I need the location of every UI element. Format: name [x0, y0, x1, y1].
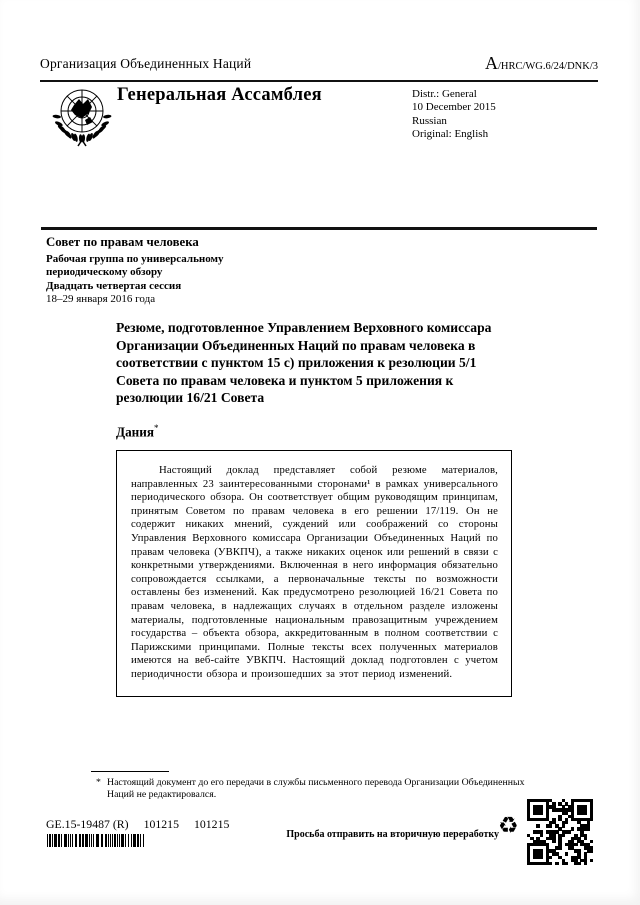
distr-line: 10 December 2015 [412, 101, 496, 114]
document-header [40, 54, 598, 72]
footnote-rule [91, 771, 169, 772]
working-group-heading: Рабочая группа по универсальному периодическому обзору [46, 252, 224, 279]
country-footnote-marker: * [154, 423, 159, 433]
doc-symbol [485, 54, 598, 72]
footnote-text: Настоящий документ до его передачи в службы письменного перевода Организации Объединенных Наций не редактировался. [107, 777, 525, 801]
distr-line: Russian [412, 114, 447, 127]
council-heading: Совет по правам человека [46, 235, 199, 249]
distr-line: Original: English [412, 128, 489, 141]
org-name: Организация Объединенных Наций [40, 56, 252, 71]
barcode [47, 834, 146, 847]
print-code-1: 101215 [143, 817, 179, 831]
summary-text: Настоящий доклад представляет собой резюме материалов, направленных 23 заинтересованными сторонами¹ в рамках универсального периодического обзора. Он соответствует общим руководящим принципам, принятым Советом по правам человека в его решении 17/119. Он не содержит никаких мнений, суждений или соображений со стороны Управления Верховного комиссара Организации Объединенных Наций по правам человека (УВКПЧ), а также никаких оценок или решений в связи с конкретными утверждениями. Включенная в него информация обязательно сопровождается ссылками, а первоначальные тексты по возможности оставлены без изменений. Как предусмотрено резолюцией 16/21 Совета по правам человека, в надлежащих случаях в отдельном разделе изложены материалы, подготовленные национальным правозащитным учреждением государства – объекта обзора, аккредитованным в полном соответствии с Парижскими принципами. Полные тексты всех полученных материалов имеются на веб-сайте УВКПЧ. Настоящий доклад подготовлен с учетом периодичности обзора и произошедших за этот период изменений. [131, 464, 498, 680]
footnote-marker: * [96, 777, 101, 788]
header-rule [40, 80, 598, 82]
doc-symbol-letter: A [484, 53, 498, 73]
recycle-icon: ♻ [498, 813, 519, 838]
qr-code-icon [527, 799, 593, 865]
ge-line [46, 817, 229, 832]
session-dates: 18–29 января 2016 года [46, 293, 156, 306]
masthead-rule [41, 227, 597, 230]
un-emblem-icon [52, 84, 112, 154]
doc-symbol-rest: /HRC/WG.6/24/DNK/3 [497, 61, 598, 72]
distr-block [412, 88, 496, 142]
footnote [96, 777, 534, 802]
distr-line: Distr.: General [412, 88, 477, 100]
session-block [46, 236, 278, 307]
summary-box [116, 450, 512, 697]
session-name: Двадцать четвертая сессия [46, 279, 182, 292]
recycle-label: Просьба отправить на вторичную переработку [286, 829, 499, 840]
country-heading [116, 423, 159, 440]
report-title: Резюме, подготовленное Управлением Верховного комиссара Организации Объединенных Наций по правам человека в соответствии с пунктом 15 c) приложения к резолюции 5/1 Совета по правам человека и пунктом 5 приложения к резолюции 16/21 Совета [116, 320, 492, 406]
country-name: Дания [116, 424, 154, 440]
print-code-2: 101215 [193, 817, 230, 831]
ge-number: GE.15-19487 (R) [46, 817, 129, 831]
assembly-title: Генеральная Ассамблея [117, 85, 322, 105]
